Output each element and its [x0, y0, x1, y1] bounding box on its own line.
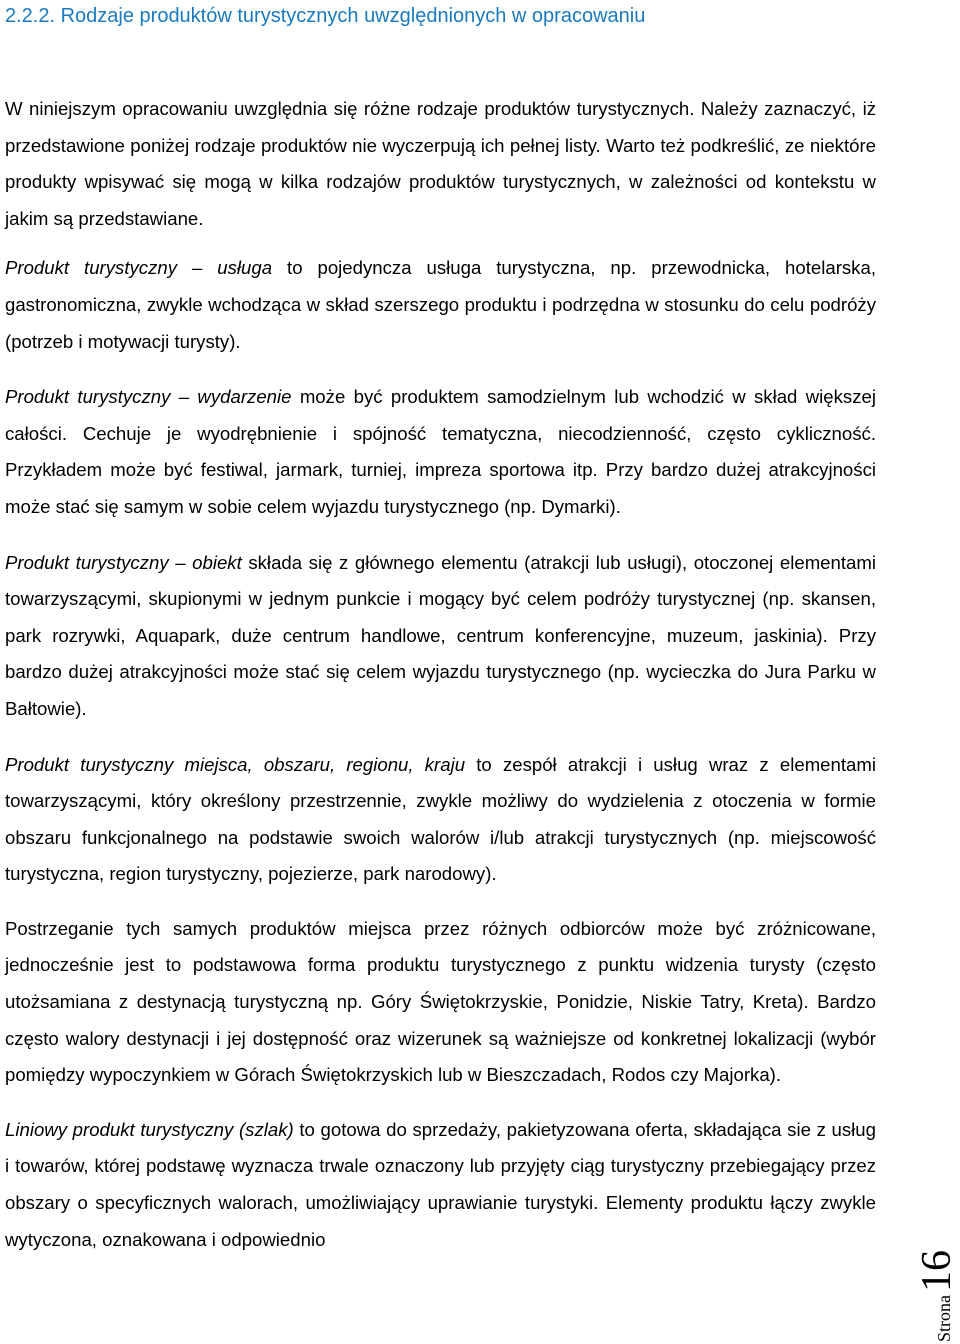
paragraph-text: W niniejszym opracowaniu uwzględnia się różne rodzaje produktów turystycznych. Należy zaznaczyć, iż przedstawione poniżej rodzaje produktów nie wyczerpują ich pełnej listy. Warto też podkreślić, ze niektóre produkty wpisywać się mogą w kilka rodzajów produktów turystycznych, w zależności od kontekstu w jakim są przedstawiane.: [5, 98, 876, 229]
section-heading: 2.2.2. Rodzaje produktów turystycznych uwzględnionych w opracowaniu: [5, 5, 646, 27]
paragraph-text: to pojedyncza usługa turystyczna, np. przewodnicka, hotelarska, gastronomiczna, zwykle wchodząca w skład szerszego produktu i podrzędna w stosunku do celu podróży (potrzeb i motywacji turysty).: [5, 257, 876, 352]
paragraph-intro: [5, 91, 876, 237]
paragraph-linear-product: [5, 1112, 876, 1258]
paragraph-product-service: [5, 250, 876, 360]
paragraph-perception: [5, 911, 876, 1094]
paragraph-product-object: [5, 545, 876, 728]
paragraph-term: Produkt turystyczny – obiekt: [5, 551, 242, 573]
paragraph-text: to zespół atrakcji i usług wraz z elementami towarzyszącymi, który określony przestrzennie, zwykle możliwy do wydzielenia z otoczenia w formie obszaru funkcjonalnego na podstawie swoich walorów i/lub atrakcji turystycznych (np. miejscowość turystyczna, region turystyczny, pojezierze, park narodowy).: [5, 753, 876, 885]
paragraph-text: Postrzeganie tych samych produktów miejsca przez różnych odbiorców może być zróżnicowane, jednocześnie jest to podstawowa forma produktu turystycznego z punktu widzenia turysty (często utożsamiana z destynacją turystyczną np. Góry Świętokrzyskie, Ponidzie, Niskie Tatry, Kreta). Bardzo często walory destynacji i jej dostępność oraz wizerunek są ważniejsze od konkretnej lokalizacji (wybór pomiędzy wypoczynkiem w Górach Świętokrzyskich lub w Bieszczadach, Rodos czy Majorka).: [5, 917, 876, 1086]
paragraph-text: może być produktem samodzielnym lub wchodzić w skład większej całości. Cechuje je wyodrębnienie i spójność tematyczna, niecodzienność, często cykliczność. Przykładem może być festiwal, jarmark, turniej, impreza sportowa itp. Przy bardzo dużej atrakcyjności może stać się samym w sobie celem wyjazdu turystycznego (np. Dymarki).: [5, 386, 876, 517]
paragraph-product-place: [5, 747, 876, 893]
paragraph-term: Produkt turystyczny – wydarzenie: [5, 386, 292, 408]
paragraph-term: Liniowy produkt turystyczny (szlak): [5, 1118, 294, 1140]
paragraph-term: Produkt turystyczny – usługa: [5, 257, 273, 279]
paragraph-term: Produkt turystyczny miejsca, obszaru, regionu, kraju: [5, 753, 466, 775]
page-label: Strona: [934, 1295, 954, 1342]
paragraph-text: składa się z głównego elementu (atrakcji lub usługi), otoczonej elementami towarzyszącymi, skupionymi w jednym punkcie i mogący być celem podróży turystycznej (np. skansen, park rozrywki, Aquapark, duże centrum handlowe, centrum konferencyjne, muzeum, jaskinia). Przy bardzo dużej atrakcyjności może stać się celem wyjazdu turystycznego (np. wycieczka do Jura Parku w Bałtowie).: [5, 551, 876, 719]
paragraph-product-event: [5, 379, 876, 525]
document-body: [5, 91, 876, 1276]
page-number: 16: [914, 1250, 960, 1292]
page-number-block: [916, 1250, 958, 1342]
paragraph-text: to gotowa do sprzedaży, pakietyzowana oferta, składająca sie z usług i towarów, której podstawę wyznacza trwale oznaczony lub przyjęty ciąg turystyczny przebiegający przez obszary o specyficznych walorach, umożliwiający uprawianie turystyki. Elementy produktu łączy zwykle wytyczona, oznakowana i odpowiednio: [5, 1118, 876, 1250]
page-footer: [914, 1224, 960, 1344]
